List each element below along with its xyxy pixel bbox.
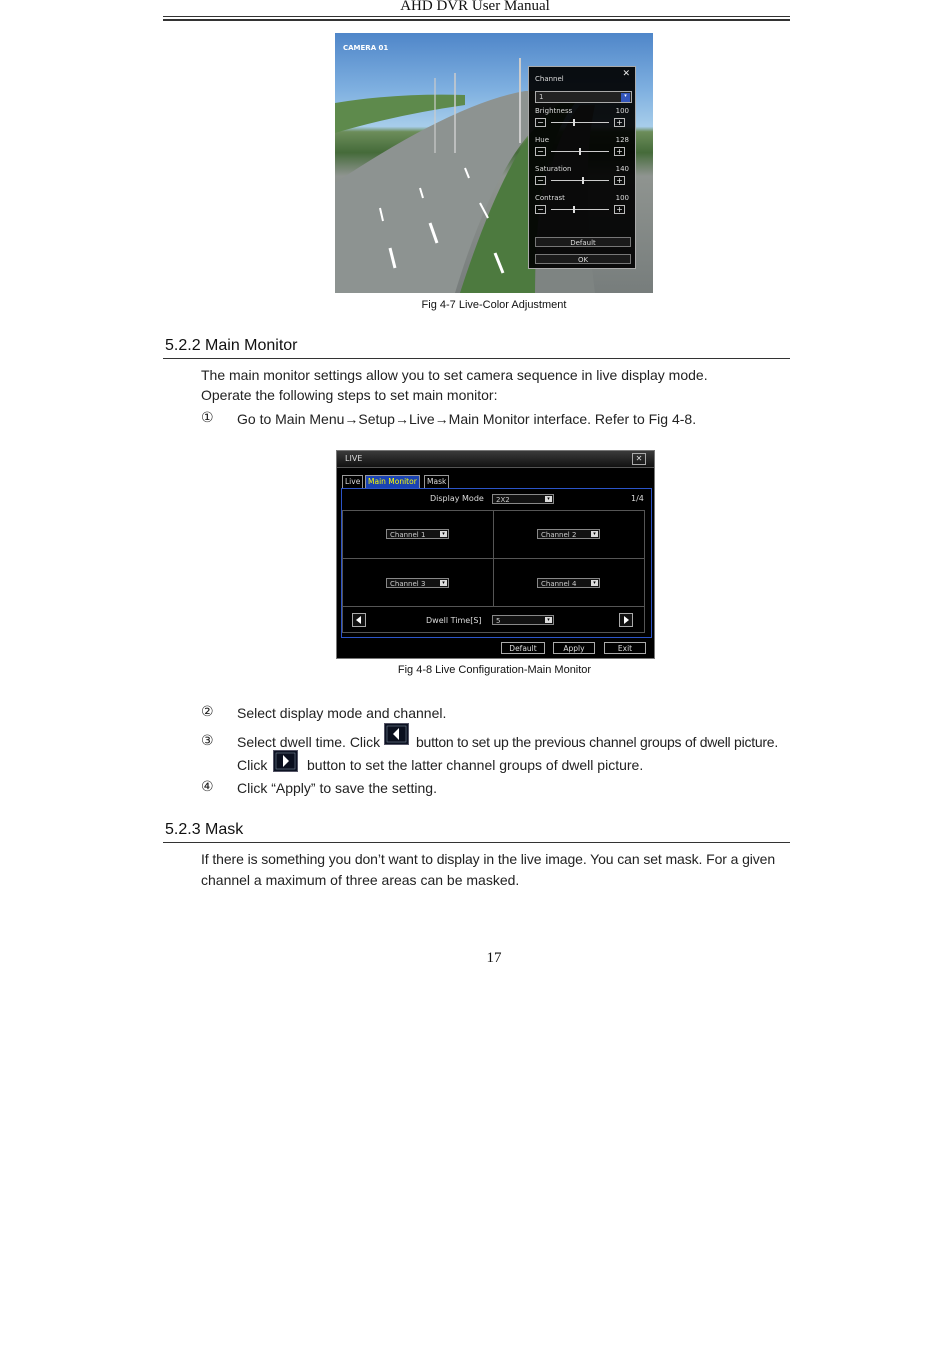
header-rule-thick: [163, 19, 790, 21]
slider-value: 140: [615, 165, 629, 173]
slider-label: Saturation: [535, 165, 572, 173]
paragraph: channel a maximum of three areas can be masked.: [201, 872, 520, 888]
step-number: ②: [201, 704, 214, 720]
paragraph: Operate the following steps to set main monitor:: [201, 387, 498, 403]
step-text: button to set up the previous channel groups of dwell picture.: [416, 734, 778, 750]
plus-icon[interactable]: +: [614, 118, 625, 127]
channel-select-value: 1: [539, 93, 544, 101]
slider-control[interactable]: [535, 147, 627, 156]
section-rule: [163, 358, 790, 359]
slider-track[interactable]: [551, 209, 609, 210]
window-titlebar: [337, 451, 654, 468]
channel-select-value: Channel 2: [541, 531, 577, 539]
slider-value: 100: [615, 194, 629, 202]
plus-icon[interactable]: +: [614, 205, 625, 214]
step-text: Go to Main Menu→Setup→Live→Main Monitor interface. Refer to Fig 4-8.: [237, 411, 697, 427]
figure-caption: Fig 4-7 Live-Color Adjustment: [421, 299, 567, 311]
channel-select-value: Channel 3: [390, 580, 426, 588]
exit-button[interactable]: Exit: [604, 642, 646, 654]
close-icon[interactable]: ✕: [622, 69, 630, 79]
slider-thumb[interactable]: [573, 206, 575, 213]
chevron-down-icon: ▾: [545, 617, 552, 623]
display-mode-value: 2X2: [496, 496, 510, 504]
slider-control[interactable]: [535, 205, 627, 214]
paragraph: If there is something you don’t want to display in the live image. You can set mask. For a given: [201, 851, 776, 867]
slider-track[interactable]: [551, 122, 609, 123]
previous-button-image: [384, 723, 409, 745]
chevron-down-icon: ▾: [545, 496, 552, 502]
default-button[interactable]: Default: [535, 237, 631, 247]
figure-live-color-adjustment: [335, 33, 653, 293]
step-text: Select display mode and channel.: [237, 705, 447, 721]
slider-thumb[interactable]: [582, 177, 584, 184]
chevron-down-icon: ▾: [440, 580, 447, 586]
minus-icon[interactable]: −: [535, 147, 546, 156]
default-button[interactable]: Default: [501, 642, 545, 654]
channel-select-1[interactable]: [386, 529, 449, 539]
step-number: ③: [201, 733, 214, 749]
slider-control[interactable]: [535, 118, 627, 127]
channel-select-value: Channel 4: [541, 580, 577, 588]
dwell-time-select[interactable]: [492, 615, 554, 625]
close-icon[interactable]: ✕: [632, 453, 646, 465]
figure-live-main-monitor: [336, 450, 655, 659]
slider-label: Contrast: [535, 194, 565, 202]
chevron-down-icon: ▾: [591, 531, 598, 537]
chevron-down-icon: ▾: [621, 93, 630, 102]
arrow-left-icon: [353, 614, 365, 626]
step-text: Click: [237, 757, 268, 773]
page-number: 17: [486, 950, 502, 966]
section-heading: 5.2.3 Mask: [165, 821, 244, 838]
channel-select-3[interactable]: [386, 578, 449, 588]
section-heading: 5.2.2 Main Monitor: [165, 337, 298, 354]
arrow-right-icon: [274, 751, 297, 771]
plus-icon[interactable]: +: [614, 147, 625, 156]
camera-label: CAMERA 01: [343, 44, 389, 52]
slider-control[interactable]: [535, 176, 627, 185]
arrow-left-icon: [385, 724, 408, 744]
slider-label: Hue: [535, 136, 550, 144]
tab-live[interactable]: Live: [342, 475, 363, 489]
slider-value: 100: [615, 107, 629, 115]
document-header-title: AHD DVR User Manual: [400, 0, 550, 14]
tab-main-monitor[interactable]: Main Monitor: [365, 475, 420, 489]
channel-select[interactable]: [535, 91, 632, 103]
slider-label: Brightness: [535, 107, 573, 115]
plus-icon[interactable]: +: [614, 176, 625, 185]
apply-button[interactable]: Apply: [553, 642, 595, 654]
slider-thumb[interactable]: [573, 119, 575, 126]
arrow-right-icon: [620, 614, 632, 626]
chevron-down-icon: ▾: [591, 580, 598, 586]
header-rule: [163, 16, 790, 17]
step-number: ④: [201, 779, 214, 795]
next-group-button[interactable]: [619, 613, 633, 627]
dwell-time-label: Dwell Time[S]: [426, 616, 482, 625]
window-title: LIVE: [345, 454, 363, 463]
previous-group-button[interactable]: [352, 613, 366, 627]
tab-mask[interactable]: Mask: [424, 475, 449, 489]
section-rule: [163, 842, 790, 843]
page-indicator: 1/4: [631, 494, 644, 503]
channel-select-value: Channel 1: [390, 531, 426, 539]
next-button-image: [273, 750, 298, 772]
minus-icon[interactable]: −: [535, 205, 546, 214]
slider-value: 128: [615, 136, 629, 144]
step-text: Click “Apply” to save the setting.: [237, 780, 437, 796]
slider-track[interactable]: [551, 180, 609, 181]
display-mode-select[interactable]: [492, 494, 554, 504]
minus-icon[interactable]: −: [535, 118, 546, 127]
ok-button[interactable]: OK: [535, 254, 631, 264]
step-text: button to set the latter channel groups of dwell picture.: [307, 757, 644, 773]
channel-select-4[interactable]: [537, 578, 600, 588]
channel-label: Channel: [535, 75, 564, 83]
step-text: Select dwell time. Click: [237, 734, 381, 750]
paragraph: The main monitor settings allow you to set camera sequence in live display mode.: [201, 367, 708, 383]
step-number: ①: [201, 410, 214, 426]
dwell-time-value: 5: [496, 617, 501, 625]
channel-select-2[interactable]: [537, 529, 600, 539]
figure-caption: Fig 4-8 Live Configuration-Main Monitor: [397, 664, 592, 676]
chevron-down-icon: ▾: [440, 531, 447, 537]
display-mode-label: Display Mode: [430, 494, 484, 503]
slider-thumb[interactable]: [579, 148, 581, 155]
color-adjust-panel: [528, 66, 636, 269]
minus-icon[interactable]: −: [535, 176, 546, 185]
